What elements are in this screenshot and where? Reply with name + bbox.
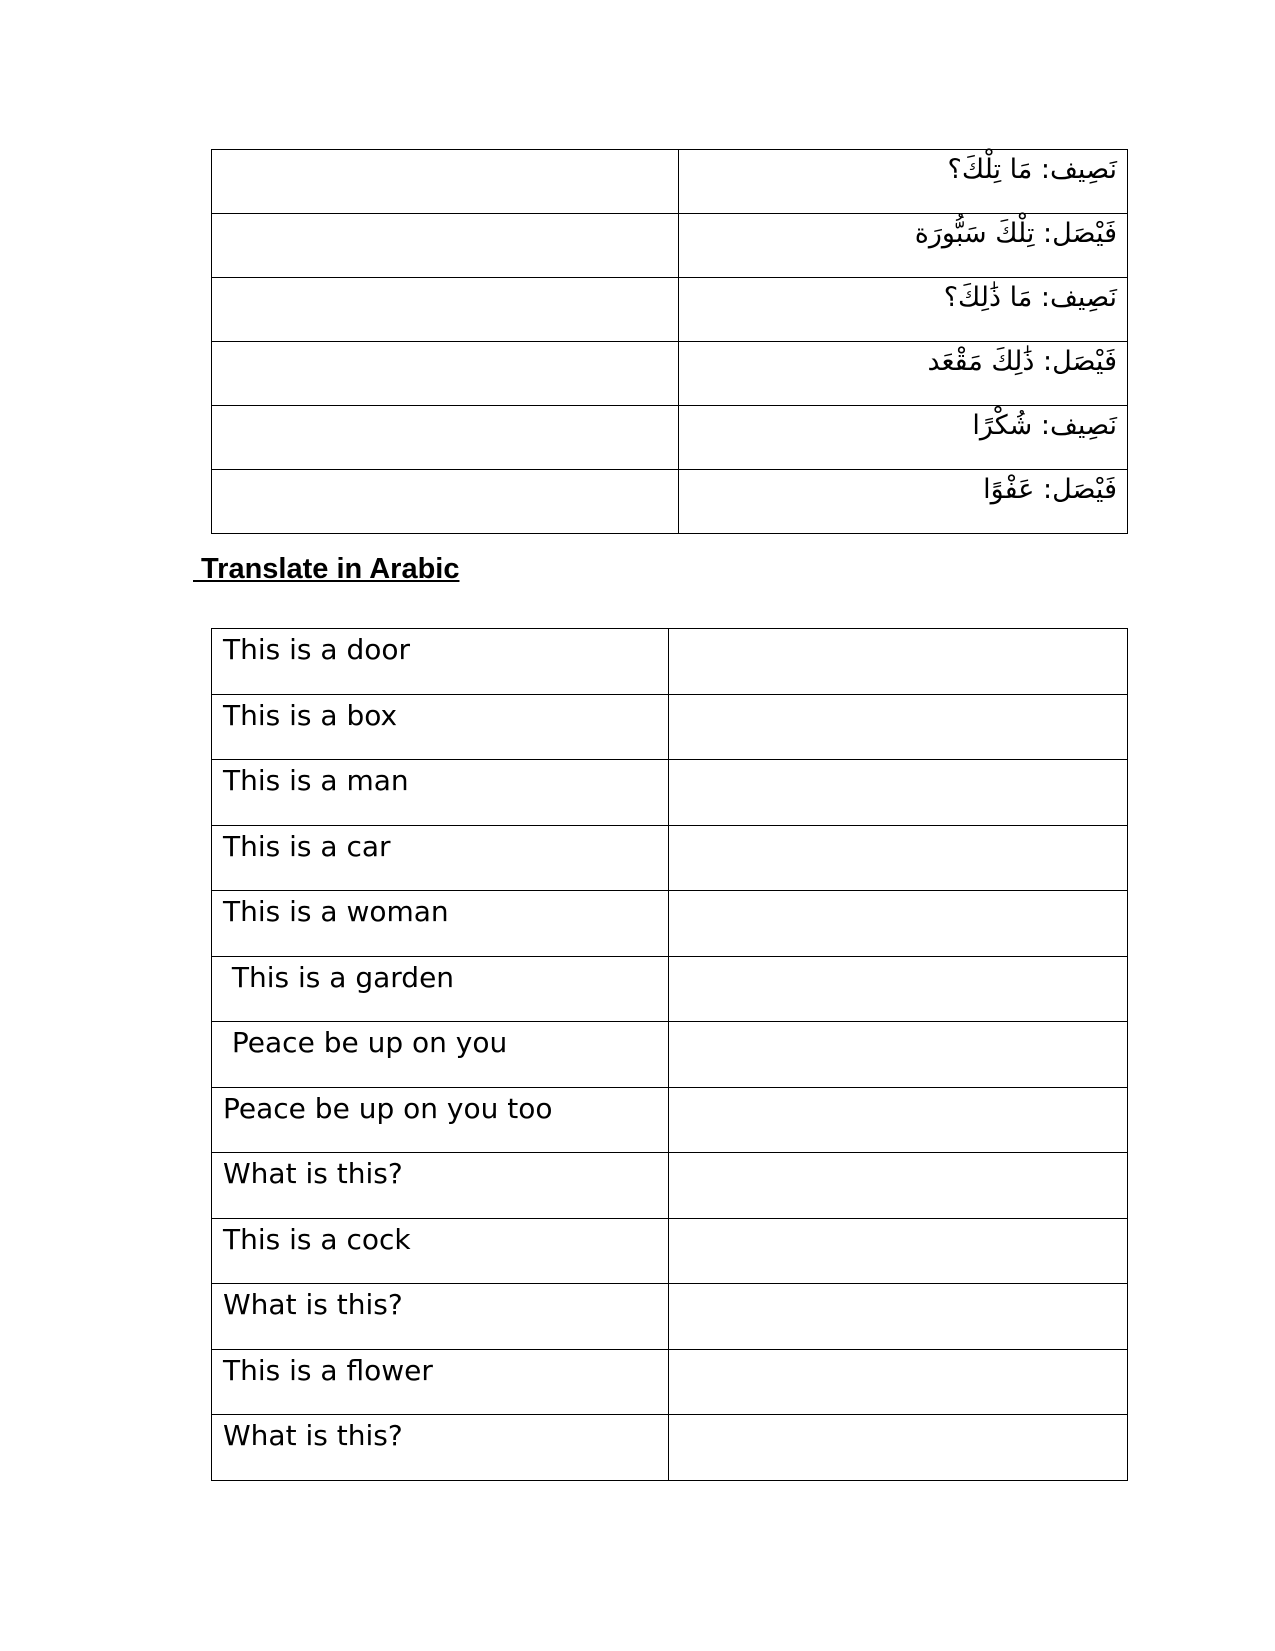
dialogue-line: فَيْصَل: ذَٰلِكَ مَقْعَد [679, 342, 1128, 406]
table-row [212, 694, 1128, 760]
table-row [212, 1284, 1128, 1350]
table-row [212, 760, 1128, 826]
dialogue-line: فَيْصَل: عَفْوًا [679, 470, 1128, 534]
english-phrase: This is a cock [212, 1218, 669, 1284]
arabic-answer-cell[interactable] [669, 629, 1128, 695]
dialogue-line: نَصِيف: شُكْرًا [679, 406, 1128, 470]
arabic-answer-cell[interactable] [669, 1349, 1128, 1415]
dialogue-row [212, 214, 1128, 278]
english-phrase: This is a car [212, 825, 669, 891]
english-phrase: This is a box [212, 694, 669, 760]
arabic-answer-cell[interactable] [669, 760, 1128, 826]
table-row [212, 825, 1128, 891]
dialogue-row [212, 470, 1128, 534]
dialogue-row [212, 278, 1128, 342]
section-heading: Translate in Arabic [193, 553, 460, 585]
dialogue-answer-cell[interactable] [212, 150, 679, 214]
dialogue-line: فَيْصَل: تِلْكَ سَبُّورَة [679, 214, 1128, 278]
table-row [212, 1087, 1128, 1153]
english-phrase: This is a door [212, 629, 669, 695]
english-phrase: This is a flower [212, 1349, 669, 1415]
english-phrase: What is this? [212, 1415, 669, 1481]
arabic-answer-cell[interactable] [669, 1284, 1128, 1350]
english-phrase: This is a man [212, 760, 669, 826]
arabic-answer-cell[interactable] [669, 1022, 1128, 1088]
dialogue-row [212, 342, 1128, 406]
table-row [212, 1153, 1128, 1219]
table-row [212, 1349, 1128, 1415]
table-row [212, 1022, 1128, 1088]
english-phrase: Peace be up on you too [212, 1087, 669, 1153]
dialogue-answer-cell[interactable] [212, 342, 679, 406]
table-row [212, 1218, 1128, 1284]
english-phrase: What is this? [212, 1284, 669, 1350]
dialogue-row [212, 406, 1128, 470]
dialogue-answer-cell[interactable] [212, 278, 679, 342]
dialogue-line: نَصِيف: مَا ذَٰلِكَ؟ [679, 278, 1128, 342]
dialogue-answer-cell[interactable] [212, 470, 679, 534]
table-row [212, 891, 1128, 957]
arabic-answer-cell[interactable] [669, 1153, 1128, 1219]
dialogue-table [211, 149, 1128, 534]
table-row [212, 1415, 1128, 1481]
arabic-answer-cell[interactable] [669, 1218, 1128, 1284]
english-phrase: This is a garden [212, 956, 669, 1022]
dialogue-answer-cell[interactable] [212, 214, 679, 278]
dialogue-row [212, 150, 1128, 214]
table-row [212, 956, 1128, 1022]
english-phrase: This is a woman [212, 891, 669, 957]
english-phrase: Peace be up on you [212, 1022, 669, 1088]
dialogue-answer-cell[interactable] [212, 406, 679, 470]
arabic-answer-cell[interactable] [669, 694, 1128, 760]
arabic-answer-cell[interactable] [669, 891, 1128, 957]
translation-table [211, 628, 1128, 1481]
dialogue-line: نَصِيف: مَا تِلْكَ؟ [679, 150, 1128, 214]
arabic-answer-cell[interactable] [669, 1087, 1128, 1153]
english-phrase: What is this? [212, 1153, 669, 1219]
arabic-answer-cell[interactable] [669, 956, 1128, 1022]
table-row [212, 629, 1128, 695]
arabic-answer-cell[interactable] [669, 1415, 1128, 1481]
arabic-answer-cell[interactable] [669, 825, 1128, 891]
